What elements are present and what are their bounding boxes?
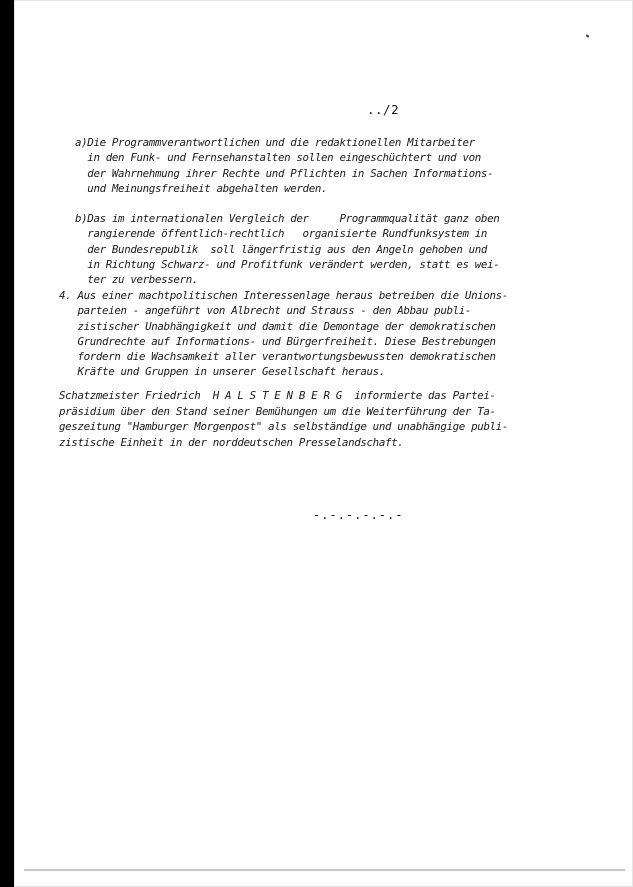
page-number: ../2 xyxy=(367,102,400,117)
paragraph-a: a)Die Programmverantwortlichen und die redaktionellen Mitarbeiter in den Funk- und Fernsehanstalten sollen eingeschüchtert und von der Wahrnehmung ihrer Rechte und Pflichten in Sachen Informations- und Meinungsfreiheit abgehalten werden. xyxy=(75,136,494,195)
closing-mark: -.-.-.-.-.- xyxy=(313,508,404,522)
paragraph-halstenberg: Schatzmeister Friedrich H A L S T E N B E R G informierte das Partei- präsidium über den Stand seiner Bemühungen um die Weiterführung der Ta- geszeitung "Hamburger Morgenpost" als selbständige und unabhängige publi- zistische Einheit in der norddeutschen Presselandschaft. xyxy=(59,389,508,449)
scan-speck xyxy=(586,34,590,37)
paragraph-4: 4. Aus einer machtpolitischen Interessenlage heraus betreiben die Unions- parteien - angeführt von Albrecht und Strauss - den Abbau publi- zistischer Unabhängigkeit und damit die Demontage der demokratischen Grundrechte auf Informations- und Bürgerfreiheit. Diese Bestrebungen fordern die Wachsamkeit aller verantwortungsbewussten demokratischen Kräfte und Gruppen in unserer Gesellschaft heraus. xyxy=(59,289,508,379)
document-page xyxy=(14,0,633,887)
paragraph-b: b)Das im internationalen Vergleich der Programmqualität ganz oben rangierende öffentlich-rechtlich organisierte Rundfunksystem in der Bundesrepublik soll längerfristig aus den Angeln gehoben und in Richtung Schwarz- und Profitfunk verändert werden, statt es wei- ter zu verbessern. xyxy=(75,212,500,287)
